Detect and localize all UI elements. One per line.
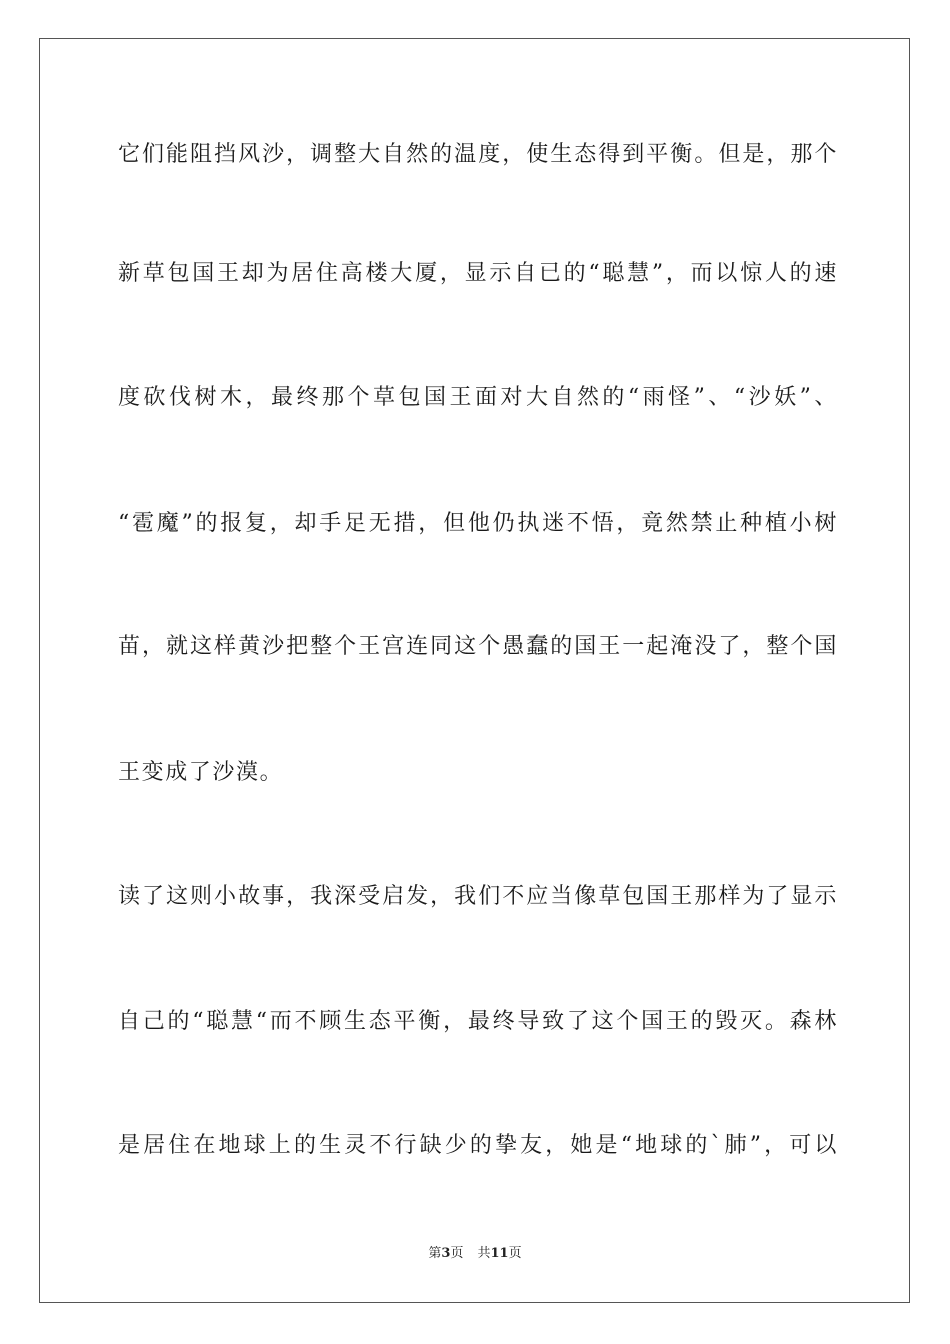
text-line: 新草包国王却为居住高楼大厦，显示自已的“聪慧”，而以惊人的速 — [118, 261, 838, 286]
page-number: 3 — [441, 1246, 451, 1261]
page-suffix: 页 — [450, 1246, 464, 1261]
text-line: 是居住在地球上的生灵不行缺少的挚友，她是“地球的`肺”，可以 — [118, 1133, 838, 1158]
text-line: 苗，就这样黄沙把整个王宫连同这个愚蠢的国王一起淹没了，整个国 — [118, 634, 838, 659]
text-line: 读了这则小故事，我深受启发，我们不应当像草包国王那样为了显示 — [118, 884, 838, 909]
text-line: “雹魔”的报复，却手足无措，但他仍执迷不悟，竟然禁止种植小树 — [118, 511, 838, 536]
text-line: 王变成了沙漠。 — [118, 760, 284, 785]
text-line: 自己的“聪慧“而不顾生态平衡，最终导致了这个国王的毁灭。森林 — [118, 1009, 838, 1034]
page-footer — [0, 1245, 950, 1263]
total-suffix: 页 — [508, 1246, 522, 1261]
total-prefix: 共 — [477, 1246, 491, 1261]
total-pages: 11 — [490, 1246, 509, 1261]
page-border — [39, 38, 910, 1303]
text-line: 度砍伐树木，最终那个草包国王面对大自然的“雨怪”、“沙妖”、 — [118, 385, 838, 410]
page-prefix: 第 — [428, 1246, 442, 1261]
text-line: 它们能阻挡风沙，调整大自然的温度，使生态得到平衡。但是，那个 — [118, 142, 838, 167]
